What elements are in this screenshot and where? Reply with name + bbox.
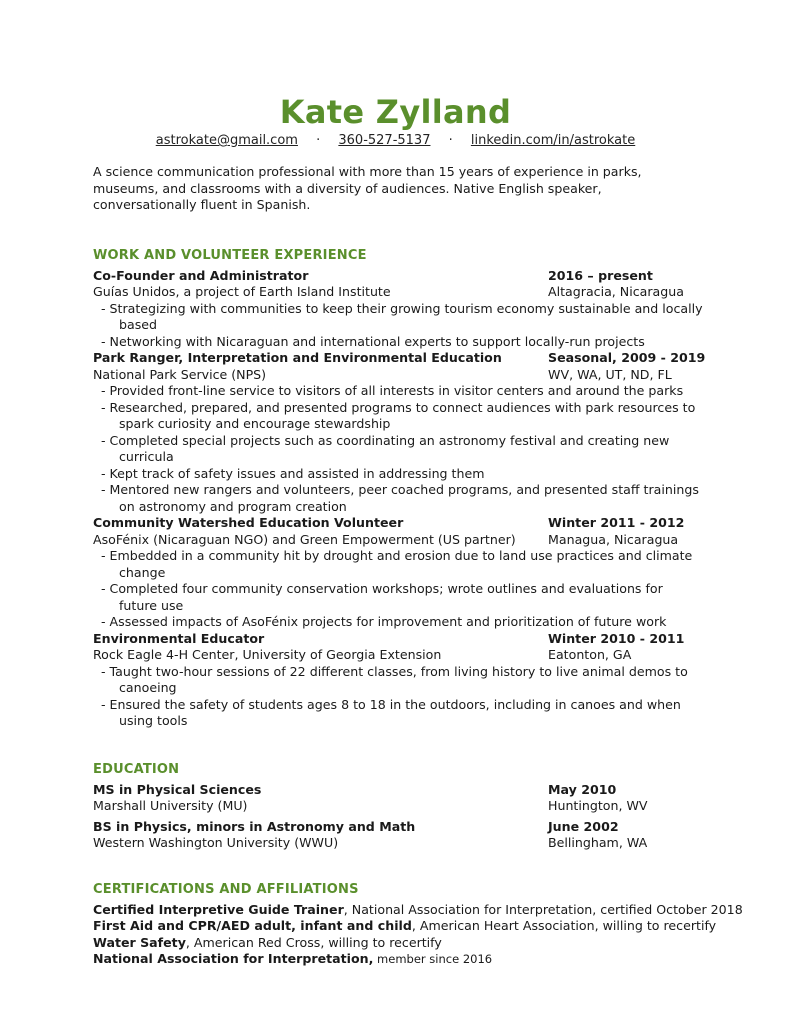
job-bullet: - Taught two-hour sessions of 22 different classes, from living history to live animal demos to canoeing	[101, 663, 688, 695]
job-org: Rock Eagle 4-H Center, University of Georgia Extension	[93, 647, 442, 662]
linkedin-link[interactable]: linkedin.com/in/astrokate	[470, 133, 636, 148]
certification-name: Water Safety	[93, 934, 186, 950]
school: Western Washington University (WWU)	[93, 835, 339, 850]
email-link[interactable]: astrokate@gmail.com	[155, 133, 298, 148]
job-bullet: - Ensured the safety of students ages 8 to 18 in the outdoors, including in canoes and when using tools	[101, 696, 681, 728]
certification-name: National Association for Interpretation,	[93, 951, 374, 966]
job-dates: 2016 – present	[548, 267, 653, 283]
job-org: Guías Unidos, a project of Earth Island Institute	[93, 284, 391, 299]
summary-paragraph: A science communication professional with more than 15 years of experience in parks, museums, and classrooms with a diversity of audiences. Native English speaker, conversationally fluent in Spanish.	[93, 164, 642, 212]
job-role: Environmental Educator	[93, 630, 265, 646]
contact-line	[0, 132, 791, 150]
degree: MS in Physical Sciences	[93, 781, 262, 797]
certification-item	[93, 935, 703, 952]
school-location: Huntington, WV	[548, 798, 648, 813]
job-entry	[93, 515, 703, 631]
job-bullet: - Mentored new rangers and volunteers, peer coached programs, and presented staff trainings on astronomy and program creation	[101, 482, 699, 514]
job-dates: Seasonal, 2009 - 2019	[548, 350, 706, 365]
work-section-title: WORK AND VOLUNTEER EXPERIENCE	[93, 247, 367, 263]
certification-detail: , American Red Cross, willing to recertify	[185, 934, 442, 950]
certification-name: First Aid and CPR/AED adult, infant and child	[93, 918, 412, 933]
school: Marshall University (MU)	[93, 798, 248, 813]
separator: ·	[448, 133, 453, 148]
degree: BS in Physics, minors in Astronomy and Math	[93, 818, 416, 834]
job-bullets	[93, 548, 703, 631]
education-section-title: EDUCATION	[93, 761, 180, 777]
job-role: Community Watershed Education Volunteer	[93, 515, 404, 530]
job-dates: Winter 2010 - 2011	[548, 630, 685, 646]
job-bullet: - Strategizing with communities to keep their growing tourism economy sustainable and locally based	[101, 300, 703, 332]
separator: ·	[316, 133, 321, 148]
job-role: Co-Founder and Administrator	[93, 267, 309, 283]
job-entry	[93, 631, 703, 730]
job-location: Altagracia, Nicaragua	[548, 284, 684, 299]
education-entry	[93, 782, 703, 815]
job-location: WV, WA, UT, ND, FL	[548, 366, 672, 382]
phone-link[interactable]: 360-527-5137	[338, 133, 431, 148]
job-bullet: - Researched, prepared, and presented programs to connect audiences with park resources to spark curiosity and encourage stewardship	[101, 399, 696, 431]
certification-item	[93, 951, 703, 968]
job-entry	[93, 268, 703, 351]
job-location: Managua, Nicaragua	[548, 531, 679, 547]
certification-item	[93, 918, 717, 935]
certification-detail: , American Heart Association, willing to recertify	[411, 918, 717, 933]
job-role: Park Ranger, Interpretation and Environmental Education	[93, 350, 502, 365]
degree-date: June 2002	[548, 818, 619, 834]
job-bullets	[93, 664, 703, 730]
resume-body	[93, 164, 743, 968]
school-location: Bellingham, WA	[548, 835, 648, 850]
job-org: AsoFénix (Nicaraguan NGO) and Green Empowerment (US partner)	[93, 531, 516, 547]
job-org: National Park Service (NPS)	[93, 366, 267, 382]
certification-name: Certified Interpretive Guide Trainer	[93, 901, 344, 917]
candidate-name: Kate Zylland	[279, 93, 512, 131]
education-entry	[93, 819, 703, 852]
job-bullets	[93, 301, 703, 351]
resume-header	[0, 94, 791, 150]
job-bullets	[93, 383, 703, 515]
job-bullet: - Networking with Nicaraguan and international experts to support locally-run projects	[101, 333, 645, 349]
job-bullet: - Kept track of safety issues and assisted in addressing them	[101, 465, 485, 481]
job-bullet: - Assessed impacts of AsoFénix projects for improvement and prioritization of future work	[101, 614, 667, 629]
job-dates: Winter 2011 - 2012	[548, 515, 685, 530]
degree-date: May 2010	[548, 781, 617, 797]
job-bullet: - Provided front-line service to visitors of all interests in visitor centers and around the parks	[101, 383, 684, 398]
job-location: Eatonton, GA	[548, 647, 632, 662]
job-bullet: - Embedded in a community hit by drought and erosion due to land use practices and climate change	[101, 548, 693, 580]
certification-detail: member since 2016	[373, 952, 493, 966]
certifications-section-title: CERTIFICATIONS AND AFFILIATIONS	[93, 881, 359, 897]
certification-detail: , National Association for Interpretation, certified October 2018	[343, 901, 743, 917]
job-bullet: - Completed four community conservation workshops; wrote outlines and evaluations for future use	[101, 581, 663, 613]
certification-item	[93, 901, 743, 919]
job-entry	[93, 350, 706, 515]
job-bullet: - Completed special projects such as coordinating an astronomy festival and creating new curricula	[101, 432, 670, 464]
